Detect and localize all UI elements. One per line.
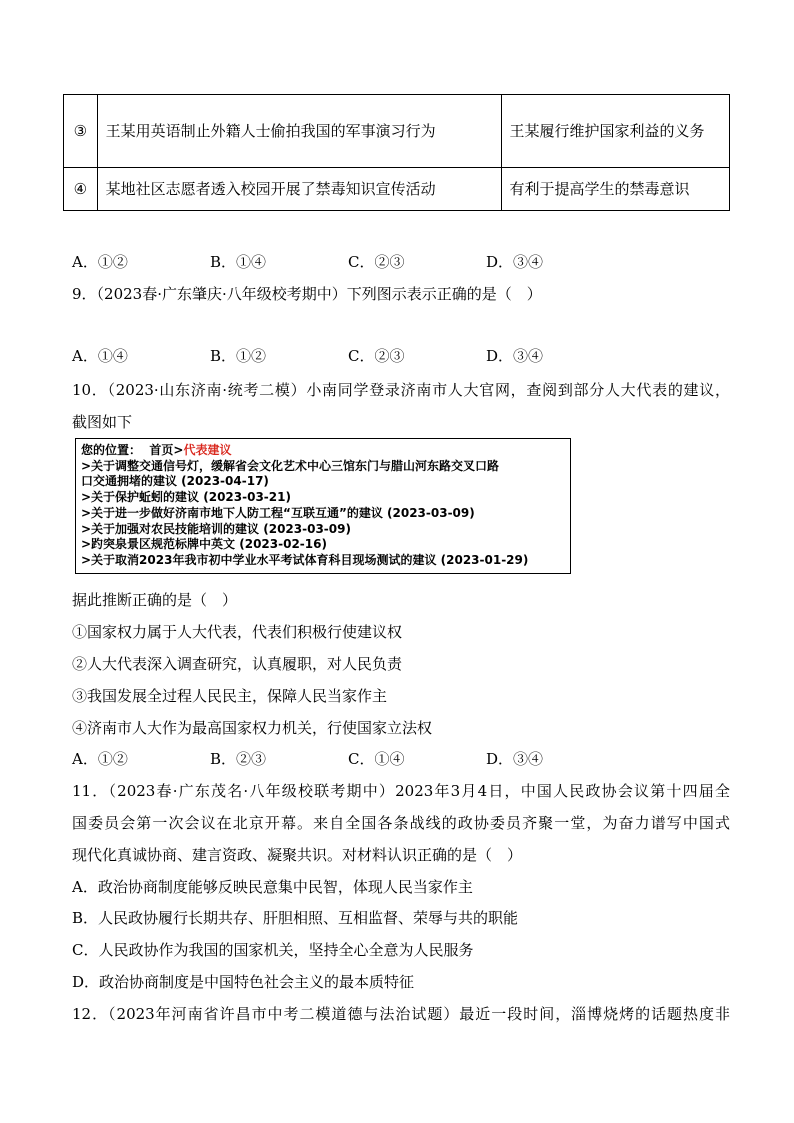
row-description: 王某用英语制止外籍人士偷拍我国的军事演习行为 xyxy=(97,95,501,168)
suggestion-item: >关于进一步做好济南市地下人防工程“互联互通”的建议 (2023-03-09) xyxy=(81,505,475,520)
q10-statement: ②人大代表深入调查研究，认真履职，对人民负责 xyxy=(72,655,403,673)
option-a: A．①② xyxy=(72,750,128,768)
table-row xyxy=(64,95,730,168)
q8-options xyxy=(72,252,624,272)
option-a: A．①④ xyxy=(72,347,128,365)
suggestion-item: >关于调整交通信号灯，缓解省会文化艺术中心三馆东门与腊山河东路交叉口路 xyxy=(81,458,500,473)
row-relation: 王某履行维护国家利益的义务 xyxy=(501,95,729,168)
q11-stem-line3: 现代化真诚协商、建言资政、凝聚共识。对材料认识正确的是（ ） xyxy=(72,846,523,864)
option-c: C．②③ xyxy=(348,253,405,271)
breadcrumb xyxy=(81,443,565,459)
q10-statement: ④济南市人大作为最高国家权力机关，行使国家立法权 xyxy=(72,719,433,737)
suggestion-item: >关于取消2023年我市初中学业水平考试体育科目现场测试的建议 (2023-01-29) xyxy=(81,552,529,567)
option-d: D．③④ xyxy=(486,253,544,271)
location-label: 您的位置： xyxy=(81,443,142,457)
q9-options xyxy=(72,346,624,366)
option-b: B．②③ xyxy=(210,750,267,768)
option-b: B．①④ xyxy=(210,253,267,271)
scenario-table xyxy=(63,94,730,211)
option-a: A．①② xyxy=(72,253,128,271)
suggestion-item: 口交通拥堵的建议 (2023-04-17) xyxy=(81,474,269,489)
q10-statement: ③我国发展全过程人民民主，保障人民当家作主 xyxy=(72,687,388,705)
row-number: ③ xyxy=(64,95,98,168)
breadcrumb-home: 首页> xyxy=(149,443,184,457)
option-b: B．①② xyxy=(210,347,267,365)
q12-stem-line1: 12．（2023年河南省许昌市中考二模道德与法治试题）最近一段时间，淄博烧烤的话题热度非 xyxy=(72,1005,730,1023)
q11-option-d: D．政治协商制度是中国特色社会主义的最本质特征 xyxy=(72,973,415,991)
q11-option-c: C．人民政协作为我国的国家机关，坚持全心全意为人民服务 xyxy=(72,941,474,959)
option-c: C．①④ xyxy=(348,750,405,768)
option-d: D．③④ xyxy=(486,347,544,365)
option-c: C．②③ xyxy=(348,347,405,365)
q9-stem: 9．（2023春·广东肇庆·八年级校考期中）下列图示表示正确的是（ ） xyxy=(72,285,542,303)
row-description: 某地社区志愿者透入校园开展了禁毒知识宣传活动 xyxy=(97,168,501,211)
q10-stem-line2: 截图如下 xyxy=(72,413,133,431)
breadcrumb-current: 代表建议 xyxy=(183,443,232,457)
table-row xyxy=(64,168,730,211)
option-d: D．③④ xyxy=(486,750,544,768)
q11-option-b: B．人民政协履行长期共存、肝胆相照、互相监督、荣辱与共的职能 xyxy=(72,909,519,927)
q10-statement: ①国家权力属于人大代表，代表们积极行使建议权 xyxy=(72,623,403,641)
suggestion-item: >趵突泉景区规范标牌中英文 (2023-02-16) xyxy=(81,537,327,552)
q10-options xyxy=(72,749,624,769)
q11-option-a: A．政治协商制度能够反映民意集中民智，体现人民当家作主 xyxy=(72,878,473,896)
row-number: ④ xyxy=(64,168,98,211)
q11-stem-line1: 11．（2023春·广东茂名·八年级校联考期中）2023年3月4日，中国人民政协会议第十四届全 xyxy=(72,782,730,800)
q11-stem-line2: 国委员会第一次会议在北京开幕。来自全国各条战线的政协委员齐聚一堂，为奋力谱写中国式 xyxy=(72,814,730,832)
website-screenshot xyxy=(75,438,571,574)
suggestion-item: >关于保护蚯蚓的建议 (2023-03-21) xyxy=(81,490,291,505)
q10-prompt: 据此推断正确的是（ ） xyxy=(72,591,238,609)
row-relation: 有利于提高学生的禁毒意识 xyxy=(501,168,729,211)
suggestion-item: >关于加强对农民技能培训的建议 (2023-03-09) xyxy=(81,521,351,536)
q10-stem-line1: 10．（2023·山东济南·统考二模）小南同学登录济南市人大官网，查阅到部分人大代表的建议， xyxy=(72,381,730,399)
